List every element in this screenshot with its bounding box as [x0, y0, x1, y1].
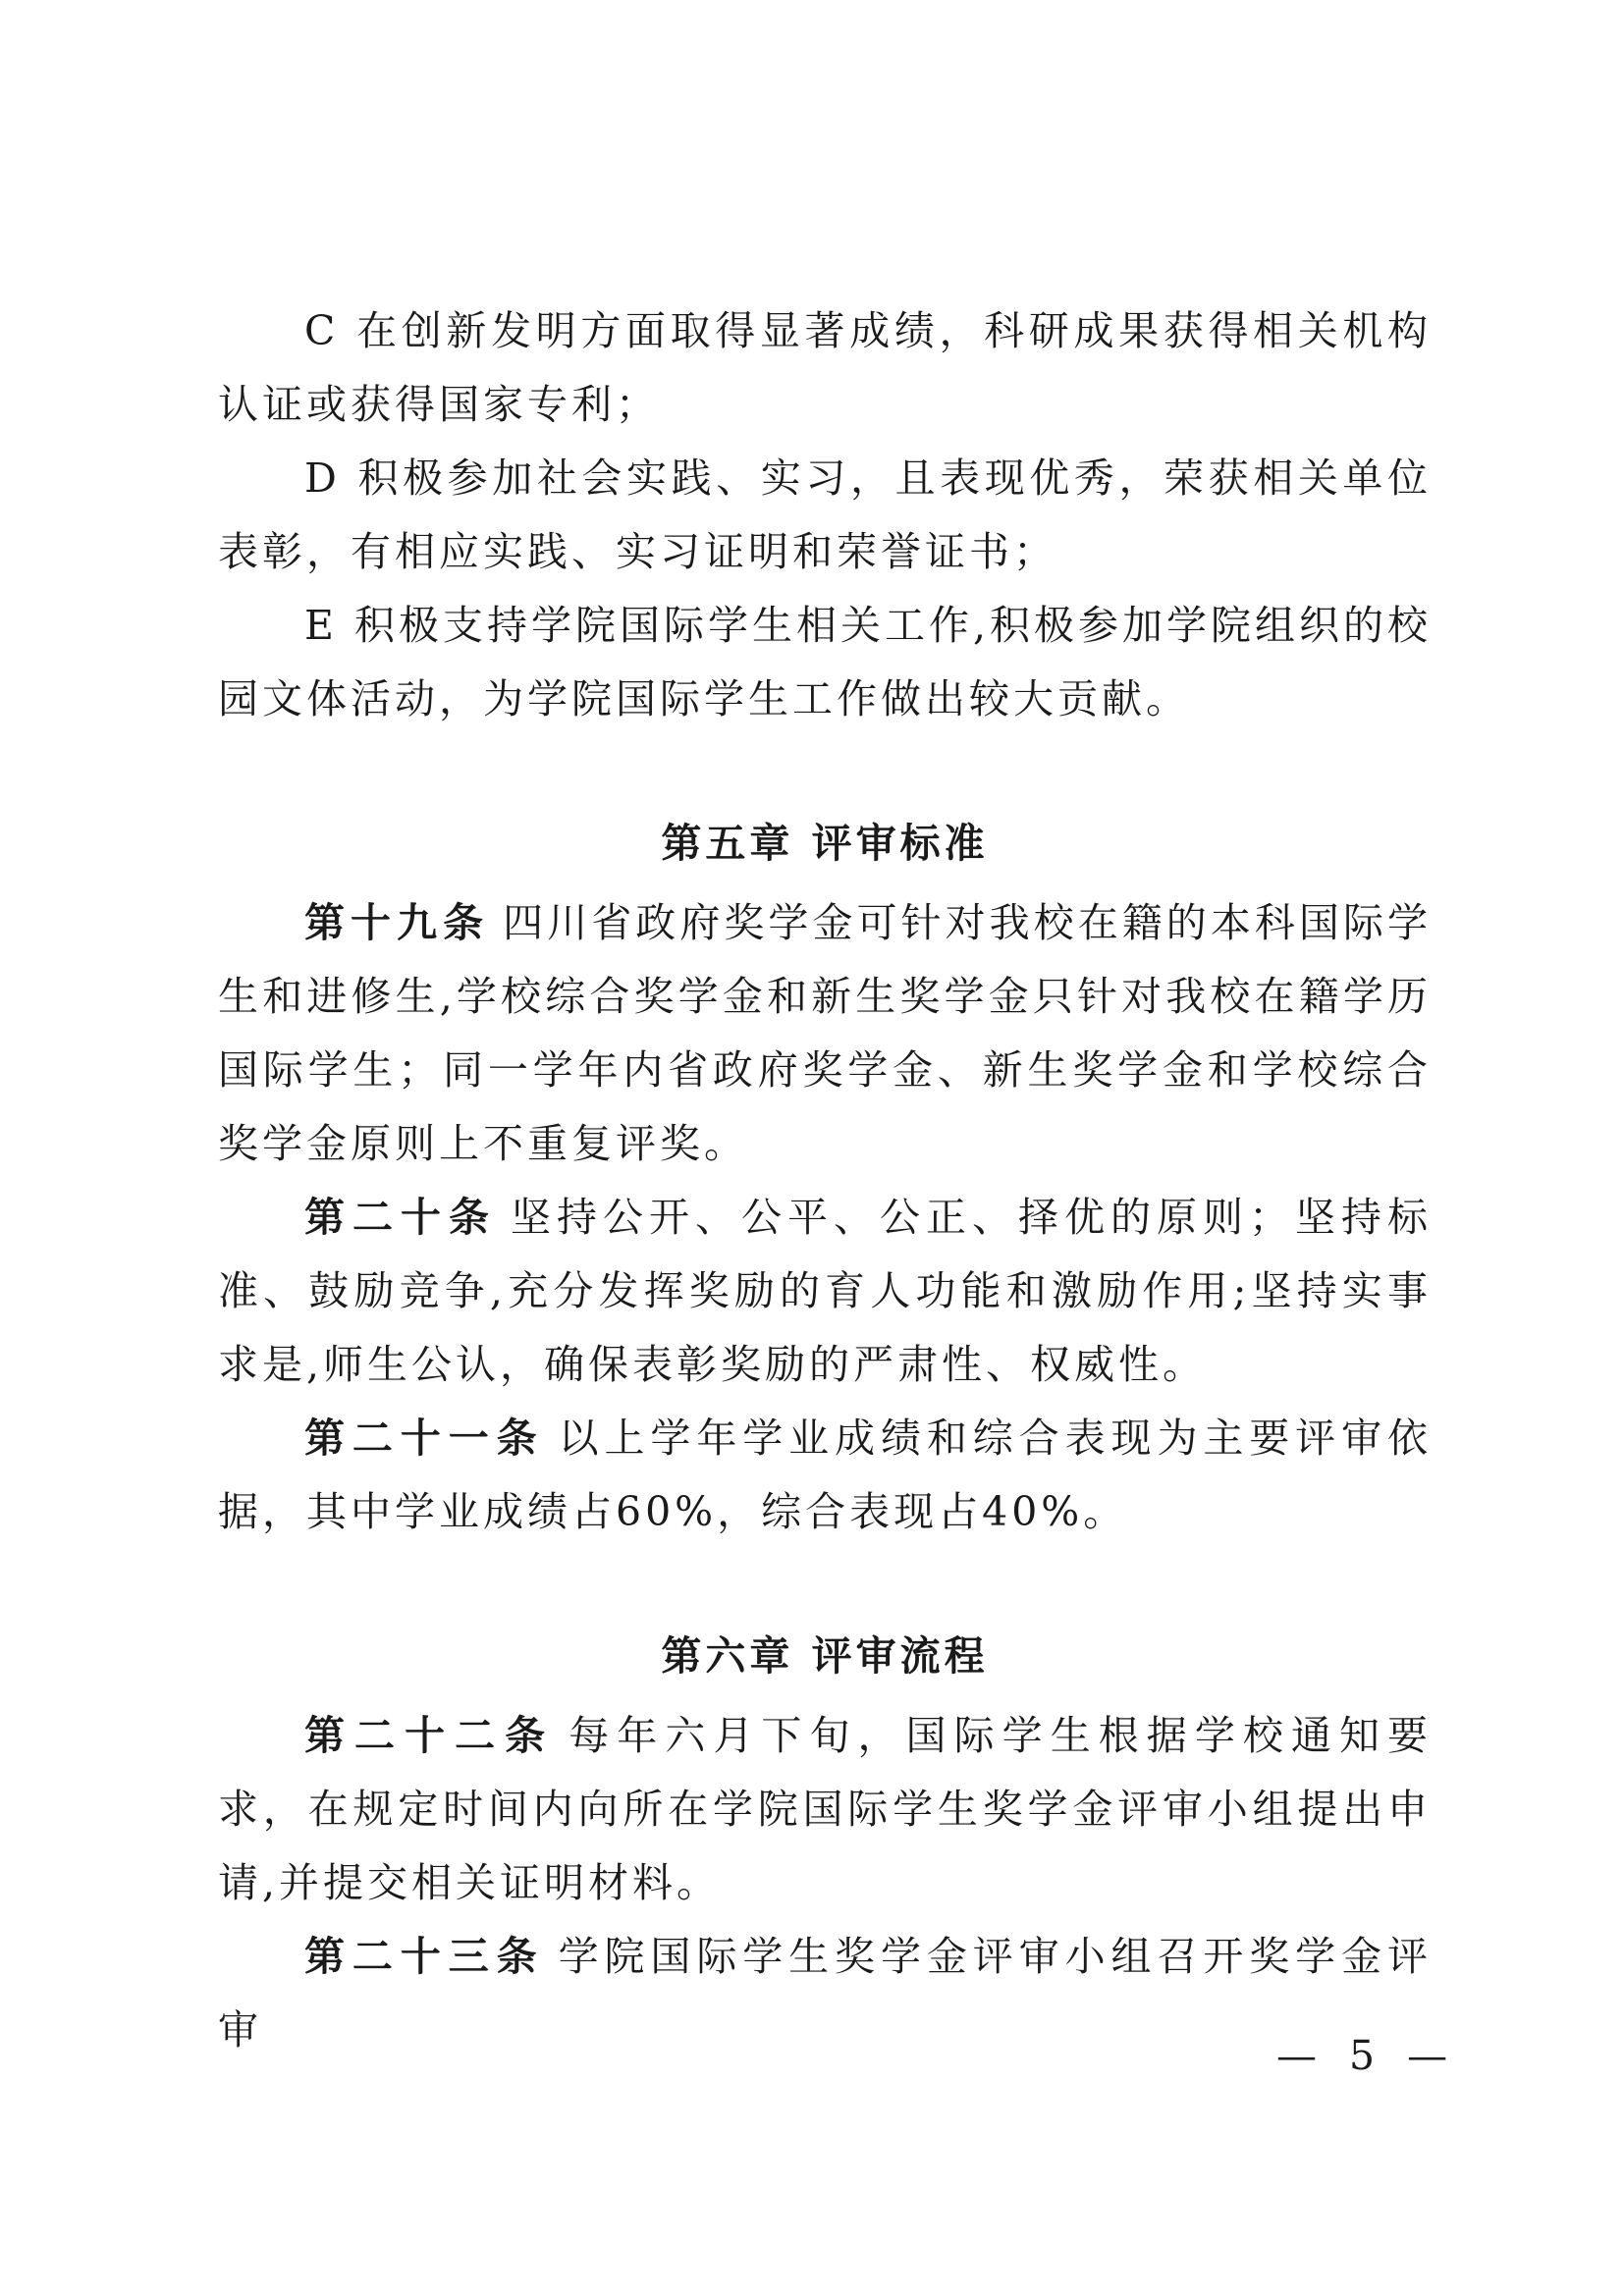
article-22-text: 每年六月下旬，国际学生根据学校通知要求，在规定时间内向所在学院国际学生奖学金评审小组提出申请,并提交相关证明材料。: [218, 1712, 1433, 1906]
article-23-label: 第二十三条: [304, 1933, 545, 1980]
article-22-label: 第二十二条: [304, 1712, 556, 1759]
article-21-label: 第二十一条: [304, 1415, 545, 1462]
article-19-label: 第十九条: [304, 899, 490, 946]
article-21-text: 以上学年学业成绩和综合表现为主要评审依据，其中学业成绩占60%，综合表现占40%。: [218, 1415, 1433, 1535]
chapter-6-title: 第六章 评审流程: [661, 1632, 989, 1680]
article-23-text: 学院国际学生奖学金评审小组召开奖学金评审: [218, 1933, 1433, 2054]
article-20-label: 第二十条: [304, 1194, 497, 1241]
article-20: [218, 1181, 1432, 1402]
chapter-5-title: 第五章 评审标准: [661, 820, 989, 867]
item-d: D 积极参加社会实践、实习，且表现优秀，荣获相关单位表彰，有相应实践、实习证明和荣誉证书；: [218, 454, 1432, 575]
article-19-text: 四川省政府奖学金可针对我校在籍的本科国际学生和进修生,学校综合奖学金和新生奖学金只针对我校在籍学历国际学生；同一学年内省政府奖学金、新生奖学金和学校综合奖学金原则上不重复评奖。: [218, 899, 1433, 1167]
item-e: E 积极支持学院国际学生相关工作,积极参加学院组织的校园文体活动，为学院国际学生工作做出较大贡献。: [218, 602, 1432, 722]
article-22: [218, 1699, 1432, 1920]
article-21: [218, 1402, 1432, 1549]
article-23: [218, 1920, 1432, 2067]
page-number: — 5 —: [1276, 2032, 1458, 2079]
document-body: [218, 294, 1432, 2067]
article-20-text: 坚持公开、公平、公正、择优的原则；坚持标准、鼓励竞争,充分发挥奖励的育人功能和激励作用;坚持实事求是,师生公认，确保表彰奖励的严肃性、权威性。: [218, 1194, 1432, 1388]
item-c: C 在创新发明方面取得显著成绩，科研成果获得相关机构认证或获得国家专利；: [218, 307, 1432, 428]
article-19: [218, 886, 1432, 1181]
